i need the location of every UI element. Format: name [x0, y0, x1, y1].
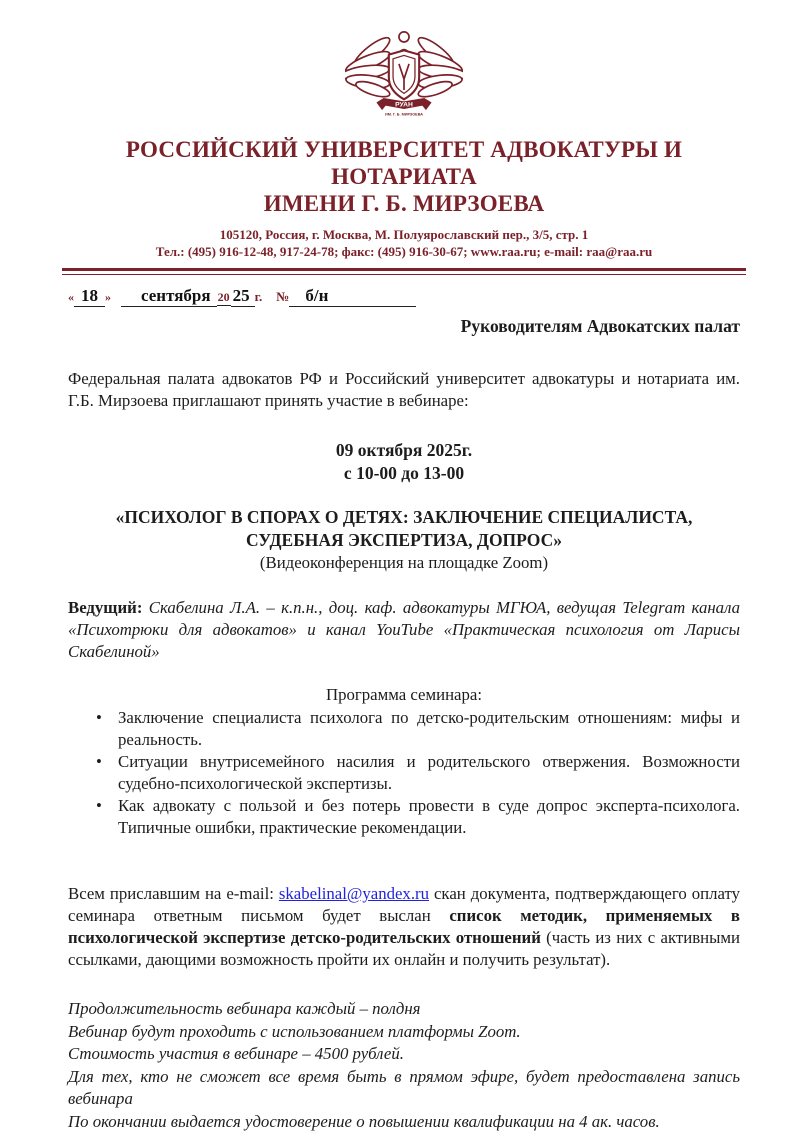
bullet-icon: •	[68, 795, 118, 839]
university-address: 105120, Россия, г. Москва, М. Полуярославский пер., 3/5, стр. 1	[68, 226, 740, 243]
university-name-line2: ИМЕНИ Г. Б. МИРЗОЕВА	[68, 190, 740, 217]
event-date: 09 октября 2025г.	[68, 439, 740, 462]
year-suffix: г.	[255, 289, 263, 304]
university-contacts: Тел.: (495) 916-12-48, 917-24-78; факс: (495) 916-30-67; www.raa.ru; e-mail: raa@raa.ru	[68, 243, 740, 260]
note-price: Стоимость участия в вебинаре – 4500 рублей.	[68, 1043, 740, 1066]
university-emblem-icon	[345, 22, 463, 126]
host-label: Ведущий	[68, 598, 137, 617]
event-platform-note: (Видеоконференция на площадке Zoom)	[68, 552, 740, 574]
host-paragraph	[68, 597, 740, 663]
program-item-text: Заключение специалиста психолога по детско-родительским отношениям: мифы и реальность.	[118, 707, 740, 751]
event-datetime-block	[68, 439, 740, 485]
close-quote: »	[105, 290, 111, 304]
program-heading: Программа семинара:	[68, 684, 740, 706]
host-separator: :	[137, 598, 149, 617]
list-item	[68, 751, 740, 795]
emblem-banner-text: РУАН	[395, 101, 413, 108]
program-item-text: Как адвокату с пользой и без потерь провести в суде допрос эксперта-психолога. Типичные ошибки, практические рекомендации.	[118, 795, 740, 839]
emblem-banner	[377, 98, 431, 116]
host-description: Скабелина Л.А. – к.п.н., доц. каф. адвокатуры МГЮА, ведущая Telegram канала «Психотрюки для адвокатов» и канал YouTube «Практическая психология от Ларисы Скабелиной»	[68, 598, 740, 661]
payment-bold-text: список методик, применяемых в психологической экспертизе детско-родительских отношений	[68, 906, 740, 947]
date-line	[68, 286, 740, 307]
intro-paragraph: Федеральная палата адвокатов РФ и Российский университет адвокатуры и нотариата им. Г.Б. Мирзоева приглашают принять участие в вебинаре:	[68, 368, 740, 412]
date-year: 25	[231, 286, 255, 307]
payment-text-after-email: скан документа, подтверждающего оплату семинара ответным письмом будет выслан	[68, 884, 740, 925]
bullet-icon: •	[68, 707, 118, 751]
list-item	[68, 707, 740, 751]
program-list	[68, 707, 740, 839]
emblem-left-wing	[345, 34, 393, 100]
payment-text-after-bold: (часть из них с активными ссылками, дающими возможность пройти их онлайн и получить результат).	[68, 928, 740, 969]
email-link[interactable]: skabelinal@yandex.ru	[279, 884, 429, 903]
document-number: б/н	[289, 286, 416, 307]
university-name-line1: РОССИЙСКИЙ УНИВЕРСИТЕТ АДВОКАТУРЫ И НОТАРИАТА	[68, 136, 740, 190]
event-title-line2: СУДЕБНАЯ ЭКСПЕРТИЗА, ДОПРОС»	[68, 529, 740, 552]
program-item-text: Ситуации внутрисемейного насилия и родительского отвержения. Возможности судебно-психологической экспертизы.	[118, 751, 740, 795]
letterhead	[68, 22, 740, 275]
note-recording: Для тех, кто не сможет все время быть в прямом эфире, будет предоставлена запись вебинара	[68, 1066, 740, 1111]
payment-paragraph	[68, 883, 740, 971]
event-title-block	[68, 506, 740, 574]
bullet-icon: •	[68, 751, 118, 795]
event-title-line1: «ПСИХОЛОГ В СПОРАХ О ДЕТЯХ: ЗАКЛЮЧЕНИЕ СПЕЦИАЛИСТА,	[68, 506, 740, 529]
footer-notes	[68, 998, 740, 1133]
letterhead-divider	[62, 268, 746, 275]
date-day: 18	[74, 286, 105, 307]
open-quote: «	[68, 290, 74, 304]
note-platform: Вебинар будут проходить с использованием платформы Zoom.	[68, 1021, 740, 1044]
emblem-shield	[389, 50, 419, 99]
number-sign: №	[276, 289, 289, 304]
year-prefix: 20	[217, 290, 231, 306]
emblem-right-wing	[415, 34, 463, 100]
note-duration: Продолжительность вебинара каждый – полдня	[68, 998, 740, 1021]
date-month: сентября	[121, 286, 217, 307]
note-certificate: По окончании выдается удостоверение о повышении квалификации на 4 ак. часов.	[68, 1111, 740, 1133]
emblem-banner-subtext: ИМ. Г. Б. МИРЗОЕВА	[385, 112, 423, 116]
list-item	[68, 795, 740, 839]
recipient-line: Руководителям Адвокатских палат	[68, 316, 740, 337]
event-time: с 10-00 до 13-00	[68, 462, 740, 485]
payment-text-before-email: Всем приславшим на e-mail:	[68, 884, 279, 903]
